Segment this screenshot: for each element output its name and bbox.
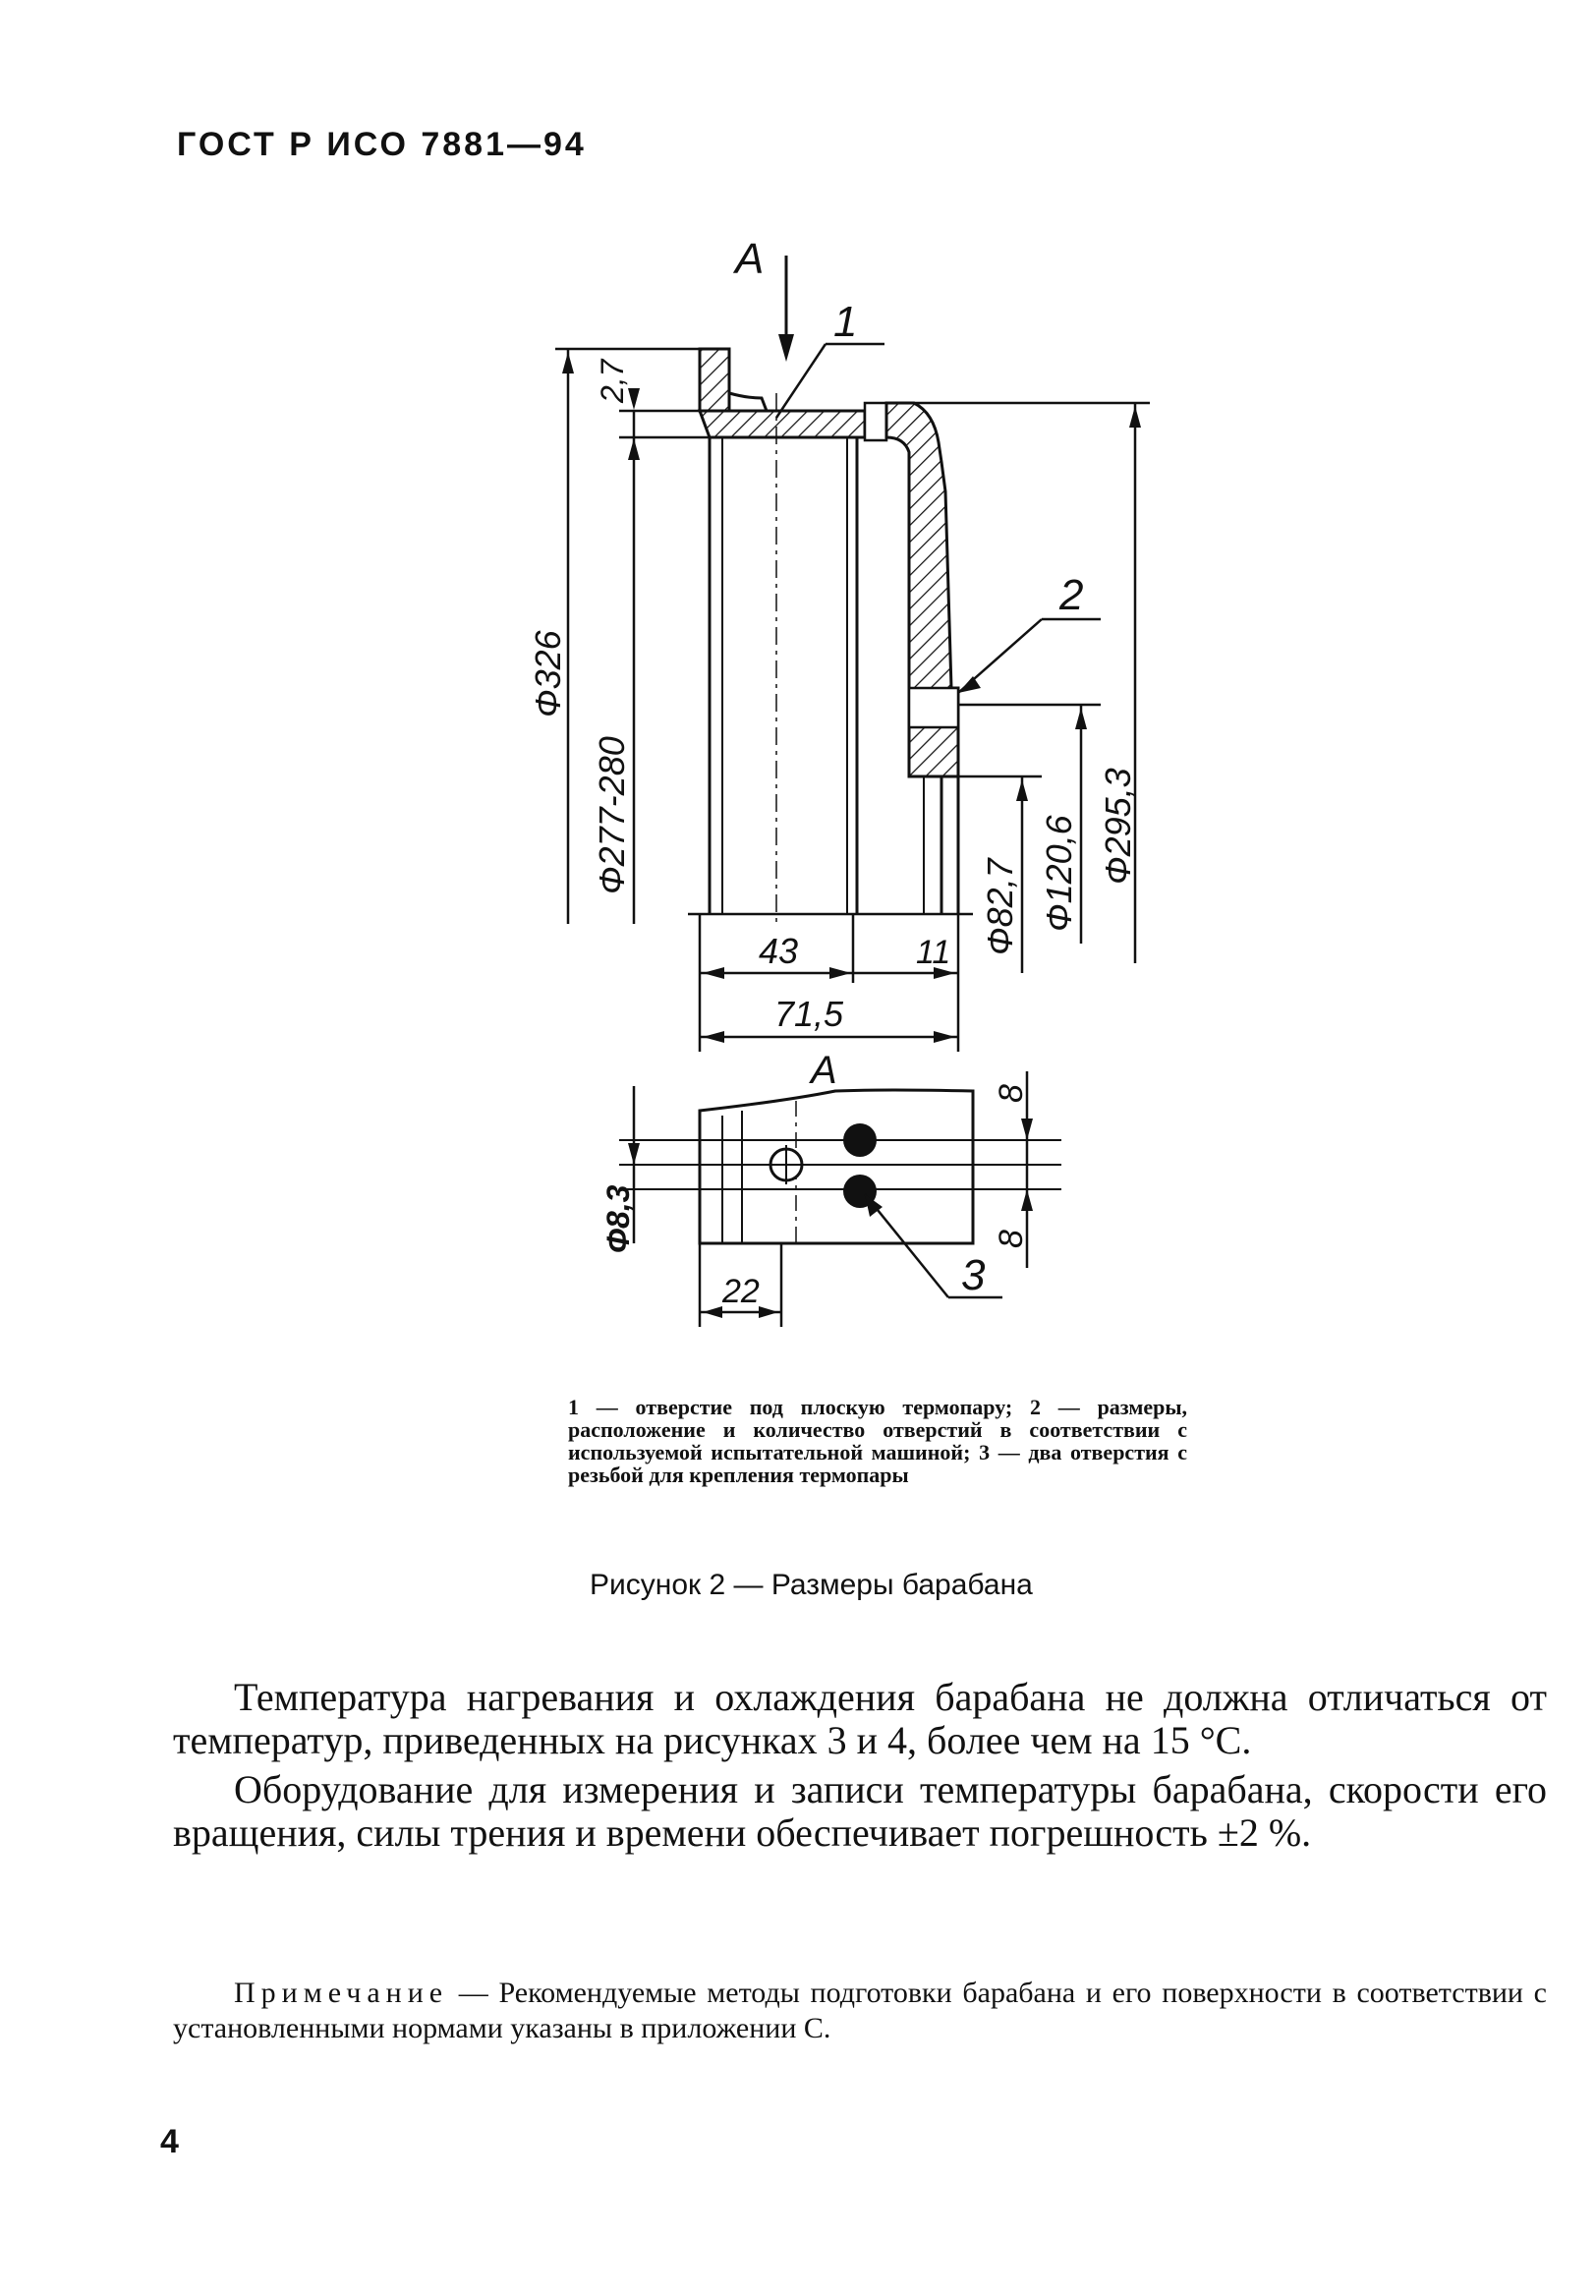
dim-d82-7: Ф82,7 bbox=[980, 858, 1020, 955]
figure-legend bbox=[568, 1396, 1187, 1486]
body-text bbox=[173, 1676, 1547, 1861]
dim-h8-top: 8 bbox=[993, 1084, 1030, 1103]
section-label-top: А bbox=[735, 235, 765, 283]
legend-text: 1 — отверстие под плоскую термопару; 2 — размеры, расположение и количество отверстий в соответствии с используемой испытательной машиной; 3 — два отверстия с резьбой для крепления термопары bbox=[568, 1395, 1187, 1487]
callout-1 bbox=[776, 298, 884, 418]
note-label: Примечание bbox=[234, 1977, 449, 2009]
note bbox=[173, 1976, 1547, 2046]
paragraph-2: Оборудование для измерения и записи температуры барабана, скорости его вращения, силы трения и времени обеспечивает погрешность ±2 %. bbox=[173, 1767, 1547, 1855]
section-label-view: А bbox=[811, 1049, 837, 1092]
dim-h2-7: 2,7 bbox=[595, 359, 630, 403]
dim-w71-5: 71,5 bbox=[774, 994, 844, 1034]
dimension-lines bbox=[555, 349, 1150, 1052]
dim-d277-280: Ф277-280 bbox=[592, 736, 632, 894]
threaded-hole-top bbox=[843, 1123, 877, 1157]
callout-2-label: 2 bbox=[1059, 571, 1084, 619]
callout-3-label: 3 bbox=[961, 1251, 986, 1299]
hole-2-gap bbox=[909, 688, 958, 727]
dim-w43: 43 bbox=[759, 931, 799, 971]
callout-1-label: 1 bbox=[833, 298, 858, 346]
document-header: ГОСТ Р ИСО 7881—94 bbox=[177, 126, 587, 163]
dim-w22: 22 bbox=[722, 1273, 760, 1310]
page-number: 4 bbox=[160, 2123, 179, 2160]
dim-w11: 11 bbox=[916, 934, 951, 971]
view-arrow-a bbox=[732, 235, 794, 362]
callout-2 bbox=[958, 571, 1101, 693]
figure-caption: Рисунок 2 — Размеры барабана bbox=[590, 1569, 1033, 1601]
dim-d8-3: Ф8,3 bbox=[600, 1184, 636, 1253]
dimension-arrows bbox=[562, 352, 1141, 1043]
dim-d326: Ф326 bbox=[528, 630, 568, 718]
dim-d120-6: Ф120,6 bbox=[1039, 815, 1079, 932]
dim-h8-bottom: 8 bbox=[993, 1230, 1030, 1248]
paragraph-1: Температура нагревания и охлаждения барабана не должна отличаться от температур, приведенных на рисунках 3 и 4, более чем на 15 °С. bbox=[173, 1675, 1547, 1762]
note-text: — Рекомендуемые методы подготовки барабана и его поверхности в соответствии с установленными нормами указаны в приложении С. bbox=[173, 1977, 1547, 2044]
view-a bbox=[600, 1049, 1061, 1327]
dim-d295-3: Ф295,3 bbox=[1098, 768, 1138, 885]
